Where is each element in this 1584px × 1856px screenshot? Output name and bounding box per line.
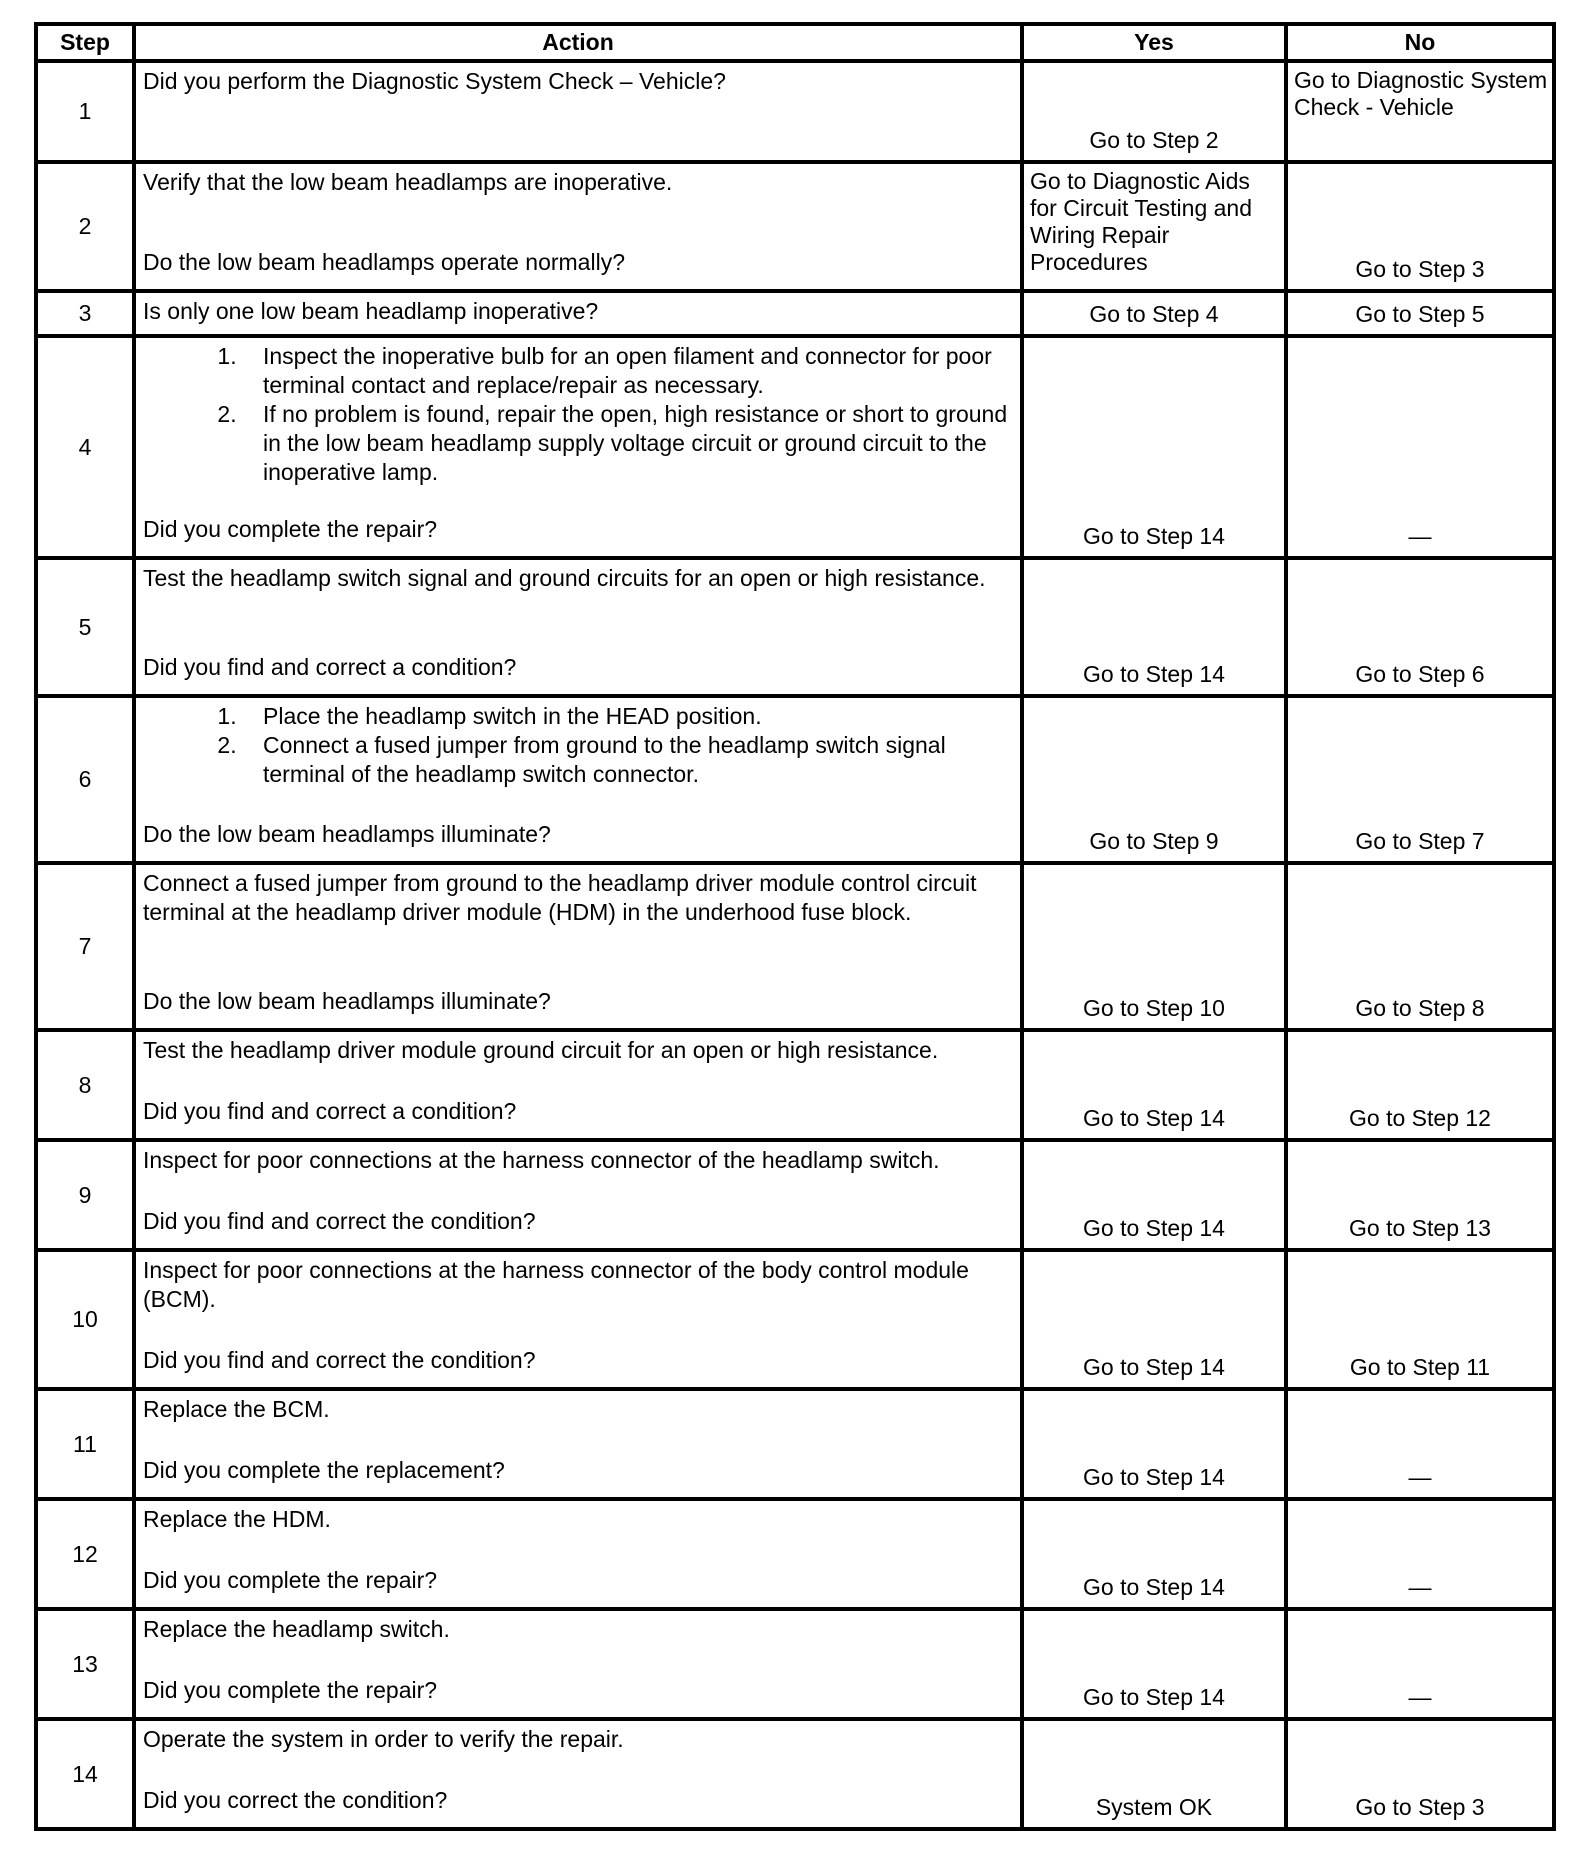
step-number: 4 [36, 336, 134, 558]
step-number: 14 [36, 1719, 134, 1829]
action-instruction: Operate the system in order to verify the repair. [143, 1726, 624, 1752]
step-number: 10 [36, 1250, 134, 1389]
table-row [36, 863, 1554, 1030]
diagnostic-table [34, 22, 1556, 1831]
action-cell [134, 1719, 1022, 1829]
action-question: Did you find and correct the condition? [143, 1208, 536, 1234]
table-row [36, 61, 1554, 162]
action-question: Did you complete the replacement? [143, 1457, 505, 1483]
action-cell [134, 336, 1022, 558]
header-row [36, 24, 1554, 61]
table-row [36, 336, 1554, 558]
action-question: Do the low beam headlamps operate normally? [143, 249, 625, 275]
action-cell [134, 696, 1022, 863]
action-instruction: Inspect for poor connections at the harness connector of the body control module (BCM). [143, 1257, 969, 1312]
table-row [36, 1140, 1554, 1250]
action-question: Did you find and correct a condition? [143, 1098, 517, 1124]
yes-outcome: Go to Step 14 [1022, 1389, 1286, 1499]
yes-outcome: Go to Step 2 [1022, 61, 1286, 162]
yes-outcome: Go to Step 10 [1022, 863, 1286, 1030]
step-number: 1 [36, 61, 134, 162]
yes-outcome: Go to Step 14 [1022, 558, 1286, 696]
no-outcome: Go to Step 7 [1286, 696, 1554, 863]
step-number: 13 [36, 1609, 134, 1719]
step-number: 7 [36, 863, 134, 1030]
step-number: 3 [36, 291, 134, 336]
header-yes: Yes [1022, 24, 1286, 61]
action-instruction: Test the headlamp driver module ground circuit for an open or high resistance. [143, 1037, 939, 1063]
action-cell [134, 61, 1022, 162]
action-instruction: Is only one low beam headlamp inoperative? [143, 298, 599, 324]
no-outcome: Go to Step 3 [1286, 162, 1554, 291]
yes-outcome: Go to Step 14 [1022, 1609, 1286, 1719]
action-instruction: Replace the headlamp switch. [143, 1616, 450, 1642]
action-cell [134, 863, 1022, 1030]
no-outcome: Go to Step 12 [1286, 1030, 1554, 1140]
table-body [36, 61, 1554, 1829]
action-instruction: Replace the HDM. [143, 1506, 331, 1532]
table-row [36, 1499, 1554, 1609]
step-number: 8 [36, 1030, 134, 1140]
action-question: Did you find and correct the condition? [143, 1347, 536, 1373]
yes-outcome: Go to Step 14 [1022, 1499, 1286, 1609]
step-number: 6 [36, 696, 134, 863]
action-question: Did you complete the repair? [143, 1567, 438, 1593]
yes-outcome: Go to Step 14 [1022, 1250, 1286, 1389]
substep-list [143, 702, 1014, 789]
yes-outcome: Go to Step 9 [1022, 696, 1286, 863]
step-number: 11 [36, 1389, 134, 1499]
action-instruction: Test the headlamp switch signal and ground circuits for an open or high resistance. [143, 565, 986, 591]
no-outcome: Go to Step 6 [1286, 558, 1554, 696]
no-outcome: Go to Step 5 [1286, 291, 1554, 336]
no-outcome: Go to Diagnostic System Check - Vehicle [1286, 61, 1554, 162]
action-cell [134, 1030, 1022, 1140]
yes-outcome: Go to Step 14 [1022, 1030, 1286, 1140]
action-cell [134, 291, 1022, 336]
yes-outcome: System OK [1022, 1719, 1286, 1829]
yes-outcome: Go to Step 14 [1022, 1140, 1286, 1250]
action-question: Did you find and correct a condition? [143, 654, 517, 680]
action-question: Did you correct the condition? [143, 1787, 448, 1813]
table-row [36, 696, 1554, 863]
no-outcome: Go to Step 3 [1286, 1719, 1554, 1829]
yes-outcome: Go to Diagnostic Aids for Circuit Testing and Wiring Repair Procedures [1022, 162, 1286, 291]
table-row [36, 1389, 1554, 1499]
action-question: Do the low beam headlamps illuminate? [143, 988, 551, 1014]
substep-item: 1. Inspect the inoperative bulb for an open filament and connector for poor terminal contact and replace/repair as necessary. [243, 342, 1014, 400]
action-instruction: Did you perform the Diagnostic System Check – Vehicle? [143, 68, 726, 94]
table-row [36, 1030, 1554, 1140]
no-outcome: — [1286, 1499, 1554, 1609]
header-step: Step [36, 24, 134, 61]
action-cell [134, 558, 1022, 696]
header-no: No [1286, 24, 1554, 61]
action-cell [134, 1499, 1022, 1609]
action-cell [134, 1389, 1022, 1499]
header-action: Action [134, 24, 1022, 61]
table-row [36, 1250, 1554, 1389]
action-instruction: Verify that the low beam headlamps are inoperative. [143, 169, 673, 195]
table-row [36, 558, 1554, 696]
step-number: 2 [36, 162, 134, 291]
table-row [36, 162, 1554, 291]
table-row [36, 291, 1554, 336]
substep-item: 1. Place the headlamp switch in the HEAD position. [243, 702, 1014, 731]
step-number: 5 [36, 558, 134, 696]
action-instruction: Connect a fused jumper from ground to the headlamp driver module control circuit terminal at the headlamp driver module (HDM) in the underhood fuse block. [143, 870, 977, 925]
table-row [36, 1609, 1554, 1719]
table-row [36, 1719, 1554, 1829]
yes-outcome: Go to Step 14 [1022, 336, 1286, 558]
yes-outcome: Go to Step 4 [1022, 291, 1286, 336]
no-outcome: Go to Step 11 [1286, 1250, 1554, 1389]
action-cell [134, 162, 1022, 291]
action-question: Did you complete the repair? [143, 516, 438, 542]
action-instruction: Replace the BCM. [143, 1396, 330, 1422]
no-outcome: — [1286, 1389, 1554, 1499]
substep-list [143, 342, 1014, 487]
substep-item: 2. Connect a fused jumper from ground to the headlamp switch signal terminal of the headlamp switch connector. [243, 731, 1014, 789]
action-question: Did you complete the repair? [143, 1677, 438, 1703]
no-outcome: Go to Step 8 [1286, 863, 1554, 1030]
step-number: 12 [36, 1499, 134, 1609]
action-question: Do the low beam headlamps illuminate? [143, 821, 551, 847]
step-number: 9 [36, 1140, 134, 1250]
action-cell [134, 1609, 1022, 1719]
no-outcome: — [1286, 1609, 1554, 1719]
substep-item: 2. If no problem is found, repair the open, high resistance or short to ground in the low beam headlamp supply voltage circuit or ground circuit to the inoperative lamp. [243, 400, 1014, 487]
no-outcome: Go to Step 13 [1286, 1140, 1554, 1250]
no-outcome: — [1286, 336, 1554, 558]
action-instruction: Inspect for poor connections at the harness connector of the headlamp switch. [143, 1147, 940, 1173]
action-cell [134, 1250, 1022, 1389]
action-cell [134, 1140, 1022, 1250]
